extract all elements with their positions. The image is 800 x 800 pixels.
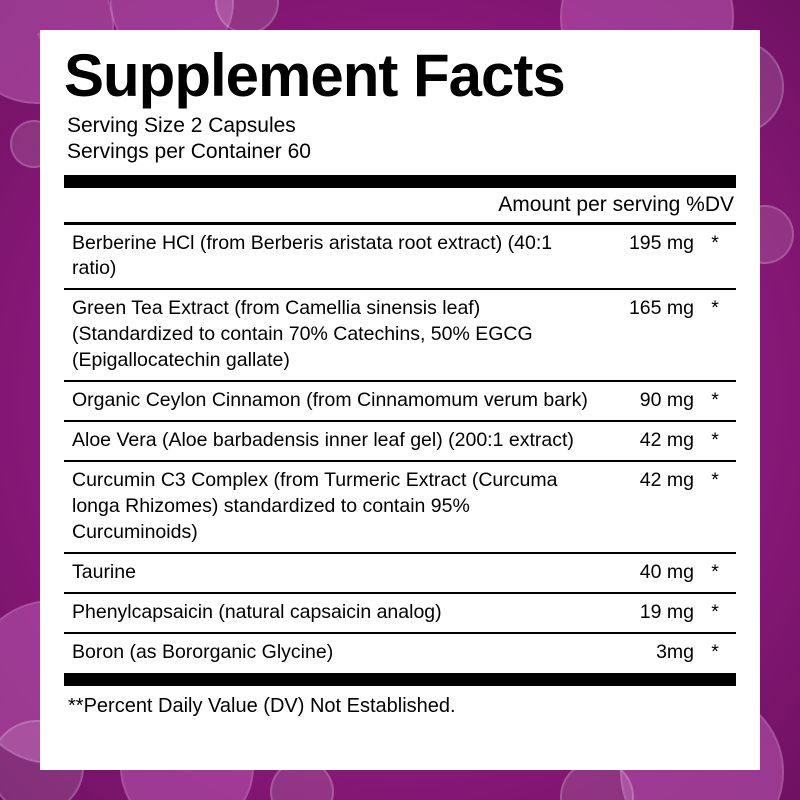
nutrient-amount: 90 mg [639,389,694,412]
table-row [64,222,736,289]
table-row [64,552,736,592]
header-divider-thick [64,175,736,188]
nutrient-dv: * [711,468,719,491]
footer-divider-thick [64,673,736,686]
nutrient-amount: 42 mg [639,429,694,452]
nutrient-amount: 19 mg [639,600,694,623]
supplement-facts-panel [40,30,760,770]
serving-size: Serving Size 2 Capsules [67,114,296,137]
table-row [64,288,736,380]
table-row [64,632,736,672]
nutrient-amount: 42 mg [639,468,694,491]
nutrient-name: Taurine [72,560,136,583]
nutrient-name: Phenylcapsaicin (natural capsaicin analog) [72,600,442,623]
nutrient-dv: * [711,389,719,412]
nutrient-dv: * [711,231,719,254]
nutrient-name: Green Tea Extract (from Camellia sinensis leaf) (Standardized to contain 70% Catechins, 50% EGCG (Epigallocatechin gallate) [72,297,533,372]
daily-value-footnote: **Percent Daily Value (DV) Not Established. [68,695,456,718]
nutrient-amount: 3mg [656,640,694,663]
nutrient-dv: * [711,600,719,623]
nutrient-name: Aloe Vera (Aloe barbadensis inner leaf gel) (200:1 extract) [72,429,574,452]
nutrient-table [64,222,736,672]
table-row [64,592,736,632]
nutrient-dv: * [711,560,719,583]
page-title: Supplement Facts [64,42,565,109]
nutrient-name: Berberine HCl (from Berberis aristata root extract) (40:1 ratio) [72,231,553,280]
table-row [64,420,736,460]
nutrient-amount: 165 mg [628,297,694,320]
table-row [64,380,736,420]
nutrient-dv: * [711,429,719,452]
nutrient-amount: 195 mg [628,231,694,254]
nutrient-dv: * [711,297,719,320]
servings-per-container: Servings per Container 60 [67,140,311,164]
nutrient-name: Boron (as Bororganic Glycine) [72,640,334,663]
nutrient-dv: * [711,640,719,663]
amount-per-serving-header: Amount per serving %DV [498,192,734,216]
nutrient-name: Curcumin C3 Complex (from Turmeric Extract (Curcuma longa Rhizomes) standardized to contain 95% Curcuminoids) [72,468,558,543]
table-row [64,460,736,552]
nutrient-amount: 40 mg [639,560,694,583]
nutrient-name: Organic Ceylon Cinnamon (from Cinnamomum verum bark) [72,389,588,412]
